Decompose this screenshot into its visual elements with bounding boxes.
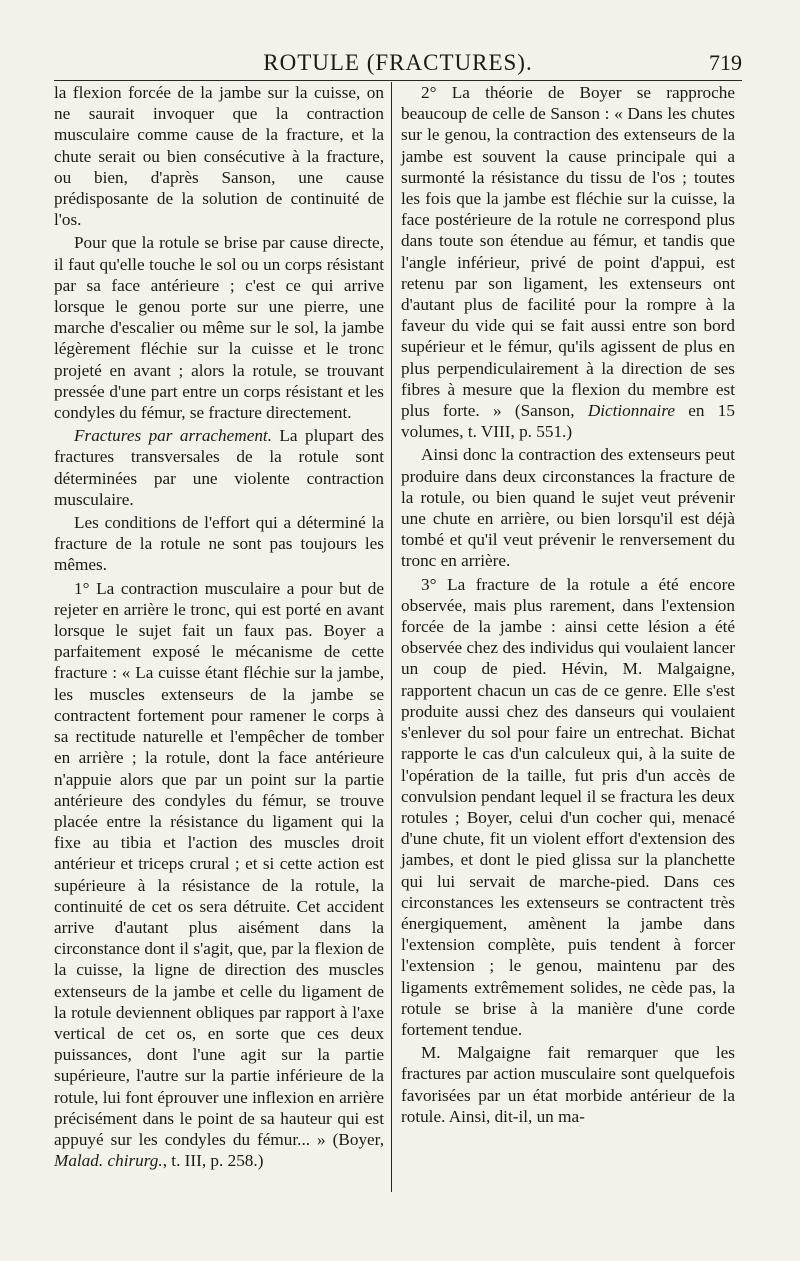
paragraph-text: La plupart des fractures transversales de la rotule sont déterminées par une violente contraction musculaire. (54, 426, 384, 509)
citation: (Sanson, (514, 401, 588, 421)
paragraph: Pour que la rotule se brise par cause directe, il faut qu'elle touche le sol ou un corps résistant par sa face antérieure ; c'est ce qui arrive lorsque le genou porte sur une pierre, une marche d'escalier ou même sur le sol, la jambe légèrement fléchie sur la cuisse et le tronc projeté en avant ; alors la rotule, se trouvant pressée d'une part entre un corps résistant et les condyles du fémur, se fracture directement. (54, 233, 384, 423)
right-column (401, 82, 735, 1129)
section-heading: Fractures par arrachement. (74, 426, 272, 446)
citation-title: Dictionnaire (587, 401, 676, 421)
running-title: ROTULE (FRACTURES). (263, 50, 533, 75)
header-rule (54, 80, 742, 81)
paragraph: Ainsi donc la contraction des extenseurs peut produire dans deux circonstances la fracture de la rotule, ou bien quand le sujet veut prévenir une chute en arrière, ou bien lorsqu'il est déjà tombé et qu'il veut prévenir le renversement du tronc en arrière. (401, 445, 735, 571)
paragraph: M. Malgaigne fait remarquer que les fractures par action musculaire sont quelquefois favorisées par un état morbide antérieur de la rotule. Ainsi, dit-il, un ma- (401, 1043, 735, 1126)
paragraph-text: 1° La contraction musculaire a pour but de rejeter en arrière le tronc, qui est porté en avant lorsque le sujet fait un faux pas. Boyer a parfaitement exposé le mécanisme de cette fracture : « La cuisse étant fléchie sur la jambe, les muscles extenseurs de la jambe se contractent fortement pour ramener le corps à sa rectitude naturelle et l'empêcher de tomber en arrière ; la rotule, dont la face antérieure n'appuie alors que par un point sur la partie antérieure des condyles du fémur, se trouve placée entre la résistance du ligament qui la fixe au tibia et l'action des muscles droit antérieur et triceps crural ; et si cette action est supérieure à la résistance de la rotule, la continuité de cet os sera détruite. Cet accident arrive d'autant plus aisément dans la circonstance dont il s'agit, que, par la flexion de la cuisse, la ligne de direction des muscles extenseurs de la jambe et celle du ligament de la rotule deviennent obliques par rapport à l'axe vertical de cet os, en sorte que ces deux puissances, dont l'une agit sur la partie supérieure, l'autre sur la partie inférieure de la rotule, lui font éprouver une inflexion en arrière précisément dans le point de sa hauteur qui est appuyé sur les condyles du fémur... » (54, 578, 384, 1149)
paragraph: 3° La fracture de la rotule a été encore observée, mais plus rarement, dans l'extension forcée de la jambe : ainsi cette lésion a été observée chez des individus qui voulaient lancer un coup de pied. Hévin, M. Malgaigne, rapportent chacun un cas de ce genre. Elle s'est produite aussi chez des danseurs qui voulaient s'enlever du sol pour faire un entrechat. Bichat rapporte le cas d'un calculeux qui, à la suite de l'opération de la taille, fut pris d'un accès de convulsion pendant lequel il se fractura les deux rotules ; Boyer, celui d'un cocher qui, menacé d'une chute, fit un violent effort d'extension des jambes, et dont le pied glissa sur la planchette qui lui servait de marche-pied. Dans ces circonstances les extenseurs se contractent très énergiquement, amènent la jambe dans l'extension complète, puis tendent à forcer l'extension ; le genou, maintenu par des ligaments extrêmement solides, ne cède pas, la rotule se brise à la manière d'une corde fortement tendue. (401, 574, 735, 1039)
page-header (54, 48, 742, 82)
left-column (54, 82, 384, 1173)
citation: , t. III, p. 258.) (162, 1151, 264, 1171)
citation: (Boyer, (332, 1129, 385, 1149)
paragraph (54, 578, 384, 1172)
paragraph: la flexion forcée de la jambe sur la cuisse, on ne saurait invoquer que la contraction musculaire comme cause de la fracture, et la chute serait ou bien consécutive à la fracture, ou bien, d'après Sanson, une cause prédisposante de la solution de continuité de l'os. (54, 83, 384, 230)
citation: en 15 volumes, t. VIII, p. 551.) (401, 401, 735, 442)
paragraph (54, 425, 384, 510)
paragraph: Les conditions de l'effort qui a déterminé la fracture de la rotule ne sont pas toujours les mêmes. (54, 513, 384, 575)
paragraph (401, 82, 735, 442)
citation-title: Malad. chirurg. (54, 1151, 163, 1171)
column-rule (391, 82, 392, 1192)
paragraph-text: 2° La théorie de Boyer se rapproche beaucoup de celle de Sanson : « Dans les chutes sur le genou, la contraction des extenseurs de la jambe est souvent la cause principale qui a surmonté la résistance du tissu de l'os ; toutes les fois que la jambe est fléchie sur la cuisse, la face postérieure de la rotule ne correspond plus dans toute son étendue au fémur, et tandis que l'angle inférieur, privé de point d'appui, est retenu par son ligament, les extenseurs ont d'autant plus de facilité pour la rompre à la faveur du vide qui se fait aussi entre son bord supérieur et le fémur, qu'ils agissent de plus en plus perpendiculairement à la direction de ses fibres à mesure que la flexion du membre est plus forte. » (401, 83, 735, 421)
page-number: 719 (709, 50, 742, 75)
